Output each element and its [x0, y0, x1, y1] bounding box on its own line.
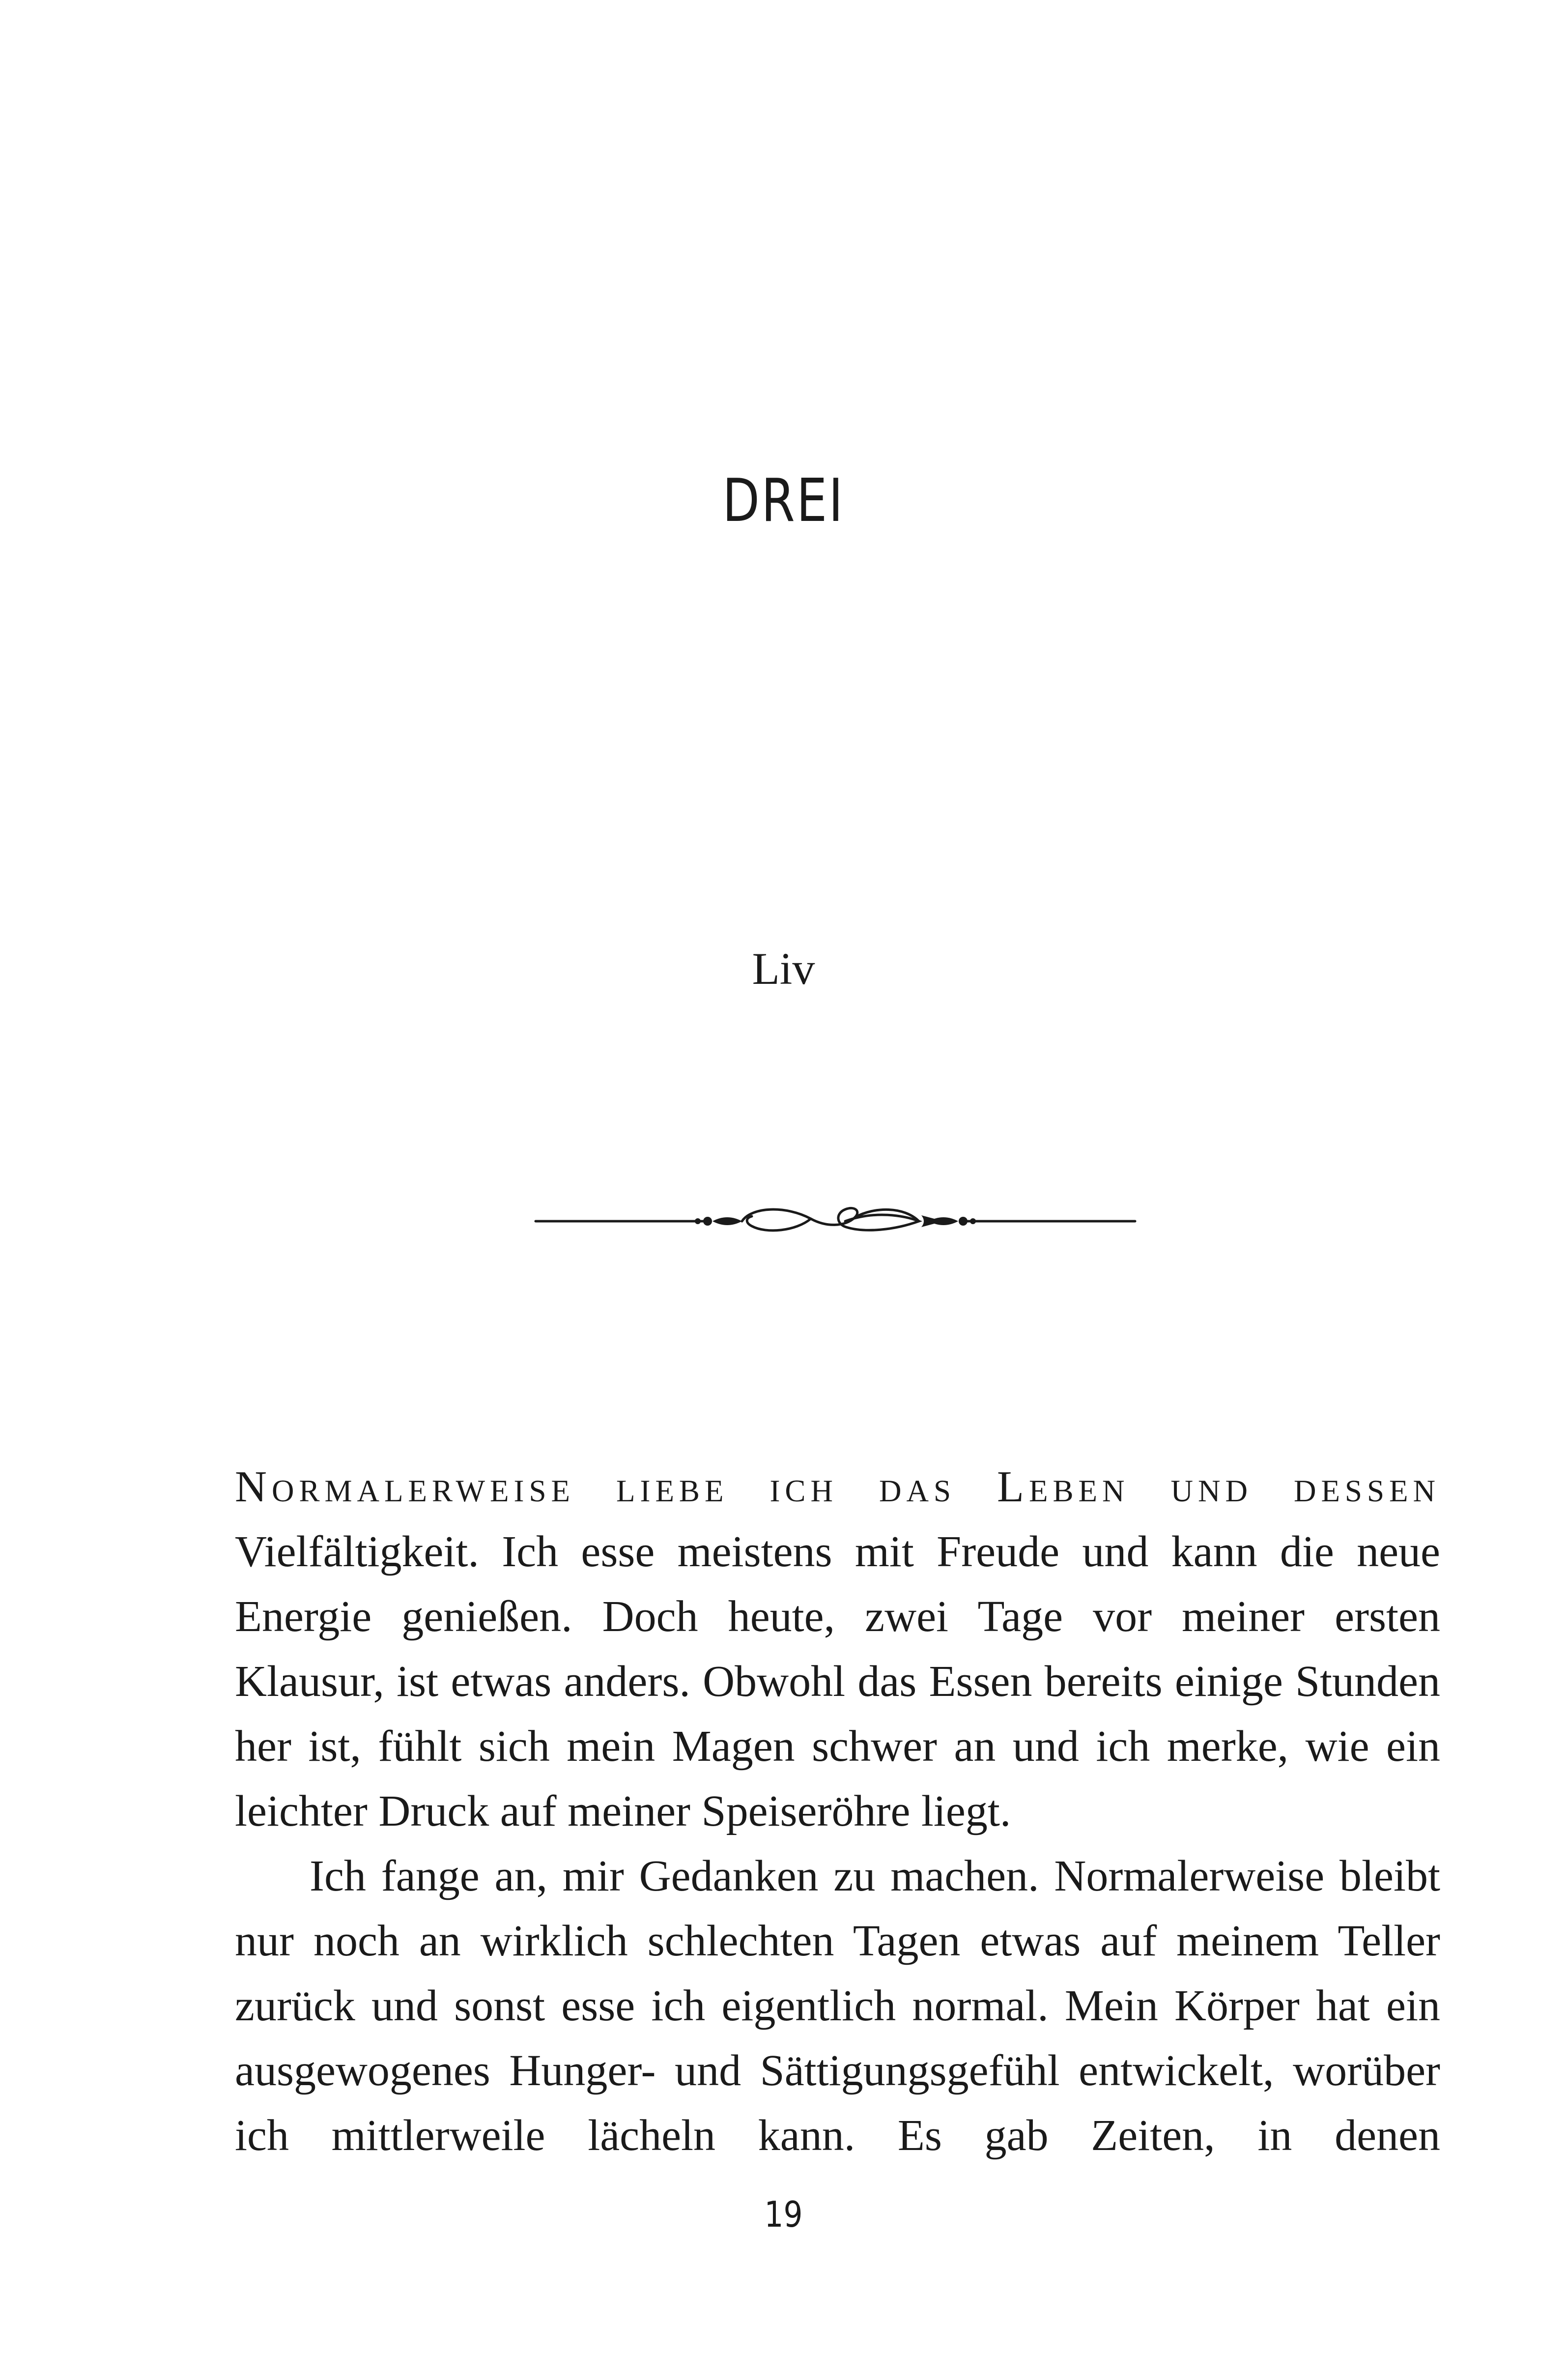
body-text — [235, 1455, 1440, 2168]
paragraph: Ich fange an, mir Gedanken zu machen. Normalerweise bleibt nur noch an wirklich schlechten Tagen etwas auf meinem Teller zurück und sonst esse ich eigentlich normal. Mein Körper hat ein ausgewogenes Hunger- und Sättigungsgefühl entwickelt, worüber ich mittlerweile lächeln kann. Es gab Zeiten, in denen — [235, 1852, 1440, 2160]
paragraph-1-text: Vielfältigkeit. Ich esse meistens mit Freude und kann die neue Energie genießen. Doch heute, zwei Tage vor meiner ersten Klausur, ist etwas anders. Obwohl das Essen bereits einige Stunden her ist, fühlt sich mein Magen schwer an und ich merke, wie ein leichter Druck auf meiner Speiseröhre liegt. — [235, 1527, 1440, 1835]
pov-name: Liv — [752, 944, 815, 994]
chapter-title: DREI — [722, 467, 845, 535]
lead-in-small-caps: Normalerweise liebe ich das Leben und dessen — [235, 1462, 1440, 1511]
flourish-divider-icon — [531, 1192, 1140, 1251]
paragraph — [235, 1455, 1440, 1844]
page-number: 19 — [764, 2194, 803, 2235]
